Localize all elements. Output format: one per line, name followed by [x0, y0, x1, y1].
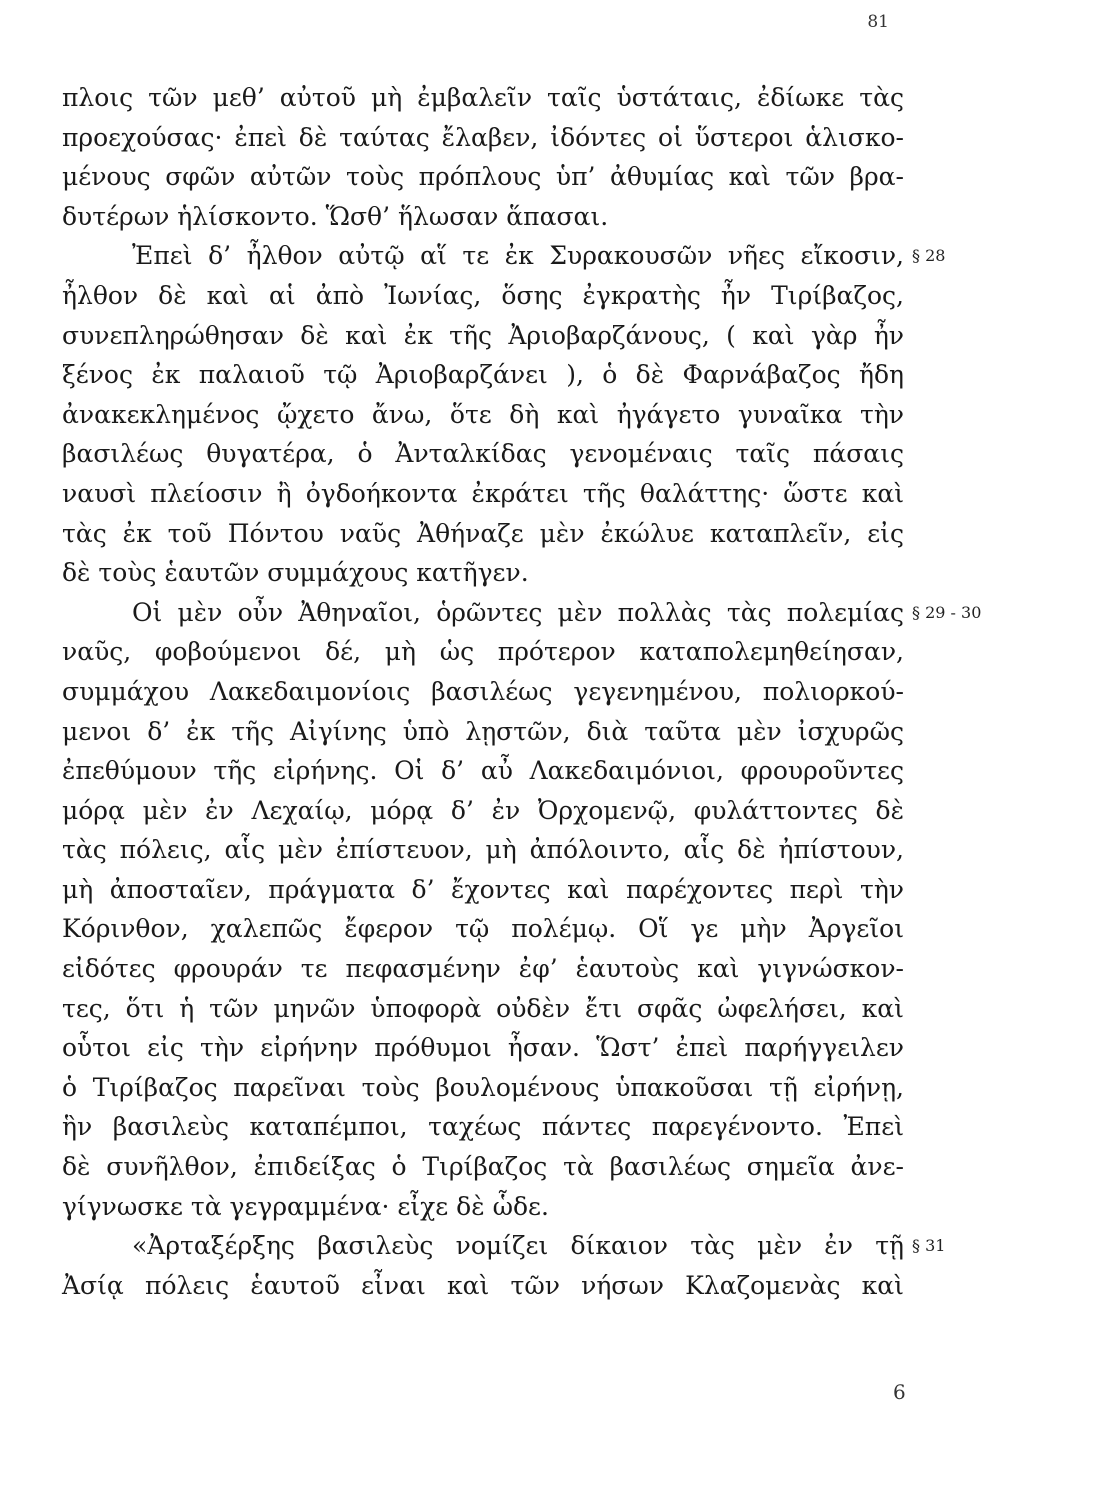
text-line-content: μένους σφῶν αὐτῶν τοὺς πρόπλους ὑπ’ ἀθυμίας καὶ τῶν βρα-	[62, 162, 904, 192]
text-line	[62, 157, 904, 197]
text-line-content: συμμάχου Λακεδαιμονίοις βασιλέως γεγενημένου, πολιορκού-	[62, 676, 904, 706]
signature-mark: 6	[893, 1380, 906, 1404]
text-line-content: οὗτοι εἰς τὴν εἰρήνην πρόθυμοι ἦσαν. Ὥστ’ ἐπεὶ παρήγγειλεν	[62, 1033, 904, 1063]
text-line-content: Κόρινθον, χαλεπῶς ἔφερον τῷ πολέμῳ. Οἵ γε μὴν Ἀργεῖοι	[62, 914, 904, 944]
text-line	[62, 395, 904, 435]
text-line	[62, 949, 904, 989]
text-line	[62, 197, 904, 237]
text-line-content: Οἱ μὲν οὖν Ἀθηναῖοι, ὁρῶντες μὲν πολλὰς τὰς πολεμίας	[132, 597, 904, 627]
text-line-content: μενοι δ’ ἐκ τῆς Αἰγίνης ὑπὸ λῃστῶν, διὰ ταῦτα μὲν ἰσχυρῶς	[62, 716, 904, 746]
text-line	[62, 236, 946, 276]
text-line-content: προεχούσας· ἐπεὶ δὲ ταύτας ἔλαβεν, ἰδόντες οἱ ὕστεροι ἁλισκο-	[62, 122, 904, 152]
text-line	[62, 474, 904, 514]
text-line	[62, 514, 904, 554]
section-marker: § 28	[912, 246, 946, 266]
text-line-content: ναῦς, φοβούμενοι δέ, μὴ ὡς πρότερον καταπολεμηθείησαν,	[62, 637, 904, 667]
text-line-content: πλοις τῶν μεθ’ αὐτοῦ μὴ ἐμβαλεῖν ταῖς ὑστάταις, ἐδίωκε τὰς	[62, 83, 904, 112]
text-line	[62, 1107, 904, 1147]
text-line	[62, 434, 904, 474]
text-line	[62, 316, 904, 356]
text-line-content: ναυσὶ πλείοσιν ἢ ὀγδοήκοντα ἐκράτει τῆς θαλάττης· ὥστε καὶ	[62, 478, 904, 508]
text-line	[62, 355, 904, 395]
text-line	[62, 78, 904, 118]
text-line	[62, 712, 904, 752]
text-line	[62, 1266, 904, 1306]
text-line	[62, 989, 904, 1029]
text-line	[62, 118, 904, 158]
text-line-content: Ἀσίᾳ πόλεις ἑαυτοῦ εἶναι καὶ τῶν νήσων Κλαζομενὰς καὶ	[62, 1270, 904, 1300]
text-line	[62, 632, 904, 672]
text-line	[62, 276, 904, 316]
text-line-content: τὰς ἐκ τοῦ Πόντου ναῦς Ἀθήναζε μὲν ἐκώλυε καταπλεῖν, εἰς	[62, 518, 904, 548]
text-line	[62, 672, 904, 712]
text-line-content: εἰδότες φρουράν τε πεφασμένην ἐφ’ ἑαυτοὺς καὶ γιγνώσκον-	[62, 954, 904, 984]
text-line-content: δυτέρων ἡλίσκοντο. Ὥσθ’ ἥλωσαν ἅπασαι.	[62, 201, 609, 231]
text-line	[62, 909, 904, 949]
text-line	[62, 1068, 904, 1108]
section-marker: § 31	[912, 1236, 946, 1256]
text-line	[62, 830, 904, 870]
text-line	[62, 1147, 904, 1187]
text-line-content: τες, ὅτι ἡ τῶν μηνῶν ὑποφορὰ οὐδὲν ἔτι σφᾶς ὠφελήσει, καὶ	[62, 993, 904, 1023]
text-line-content: ἦλθον δὲ καὶ αἱ ἀπὸ Ἰωνίας, ὅσης ἐγκρατὴς ἦν Τιρίβαζος,	[62, 280, 904, 310]
text-line-content: μὴ ἀποσταῖεν, πράγματα δ’ ἔχοντες καὶ παρέχοντες περὶ τὴν	[62, 874, 904, 904]
text-line	[62, 870, 904, 910]
text-line-content: δὲ συνῆλθον, ἐπιδείξας ὁ Τιρίβαζος τὰ βασιλέως σημεῖα ἀνε-	[62, 1152, 904, 1182]
text-line-content: ἀνακεκλημένος ᾤχετο ἄνω, ὅτε δὴ καὶ ἠγάγετο γυναῖκα τὴν	[62, 399, 904, 429]
text-line-content: δὲ τοὺς ἑαυτῶν συμμάχους κατῆγεν.	[62, 558, 529, 588]
text-line	[62, 1028, 904, 1068]
text-line	[62, 751, 904, 791]
text-line-content: ὁ Τιρίβαζος παρεῖναι τοὺς βουλομένους ὑπακοῦσαι τῇ εἰρήνῃ,	[62, 1072, 904, 1102]
text-line	[62, 1226, 946, 1266]
text-line-content: ἣν βασιλεὺς καταπέμποι, ταχέως πάντες παρεγένοντο. Ἐπεὶ	[62, 1112, 904, 1142]
text-line-content: τὰς πόλεις, αἷς μὲν ἐπίστευον, μὴ ἀπόλοιντο, αἷς δὲ ἠπίστουν,	[62, 835, 904, 865]
text-line-content: γίγνωσκε τὰ γεγραμμένα· εἶχε δὲ ὧδε.	[62, 1191, 549, 1221]
text-line	[62, 1187, 904, 1227]
text-line-content: βασιλέως θυγατέρα, ὁ Ἀνταλκίδας γενομέναις ταῖς πάσαις	[62, 439, 904, 469]
text-line-content: συνεπληρώθησαν δὲ καὶ ἐκ τῆς Ἀριοβαρζάνους, ( καὶ γὰρ ἦν	[62, 320, 904, 350]
text-line-content: Ἐπεὶ δ’ ἦλθον αὐτῷ αἵ τε ἐκ Συρακουσῶν νῆες εἴκοσιν,	[132, 241, 904, 271]
text-line	[62, 553, 904, 593]
text-line	[62, 593, 982, 633]
text-line-content: ἐπεθύμουν τῆς εἰρήνης. Οἱ δ’ αὖ Λακεδαιμόνιοι, φρουροῦντες	[62, 756, 904, 786]
section-marker: § 29 - 30	[912, 602, 982, 622]
text-line	[62, 791, 904, 831]
text-line-content: «Ἀρταξέρξης βασιλεὺς νομίζει δίκαιον τὰς μὲν ἐν τῇ	[132, 1231, 904, 1261]
text-line-content: ξένος ἐκ παλαιοῦ τῷ Ἀριοβαρζάνει ), ὁ δὲ Φαρνάβαζος ἤδη	[62, 360, 904, 390]
text-line-content: μόρᾳ μὲν ἐν Λεχαίῳ, μόρᾳ δ’ ἐν Ὀρχομενῷ, φυλάττοντες δὲ	[62, 795, 904, 825]
text-body	[62, 78, 982, 1305]
page-number: 81	[867, 12, 889, 32]
